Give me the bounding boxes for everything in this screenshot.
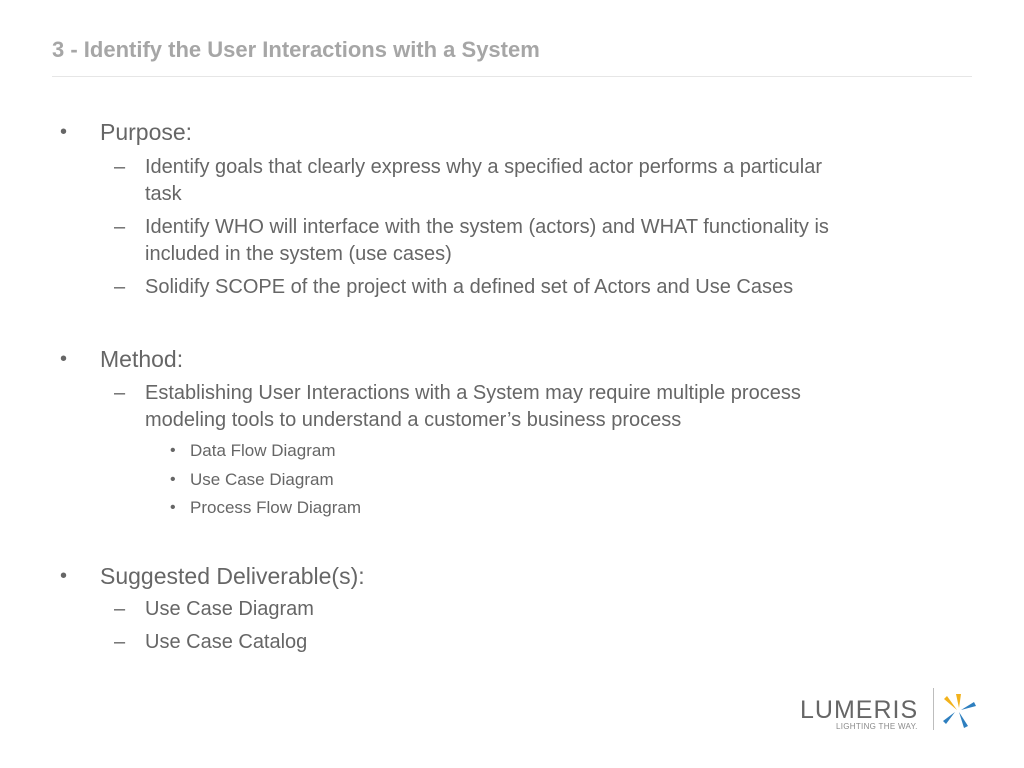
purpose-item-line: Identify WHO will interface with the system (actors) and WHAT functionality is xyxy=(145,216,829,238)
purpose-item-line: included in the system (use cases) xyxy=(145,243,452,265)
purpose-item-line: Solidify SCOPE of the project with a defined set of Actors and Use Cases xyxy=(145,276,794,298)
purpose-item-line: Identify goals that clearly express why a specified actor performs a particular xyxy=(145,156,822,178)
logo-tagline: LIGHTING THE WAY. xyxy=(836,722,918,731)
bullet-icon: • xyxy=(170,442,176,459)
dash-icon: – xyxy=(114,631,126,653)
dash-icon: – xyxy=(114,276,126,298)
bullet-icon: • xyxy=(60,348,68,370)
dash-icon: – xyxy=(114,216,126,238)
deliverable-item: Use Case Catalog xyxy=(145,631,308,653)
star-mark-icon xyxy=(938,690,978,730)
method-item-line: modeling tools to understand a customer’s business process xyxy=(145,409,682,431)
method-item-line: Establishing User Interactions with a System may require multiple process xyxy=(145,382,801,404)
bullet-icon: • xyxy=(60,121,68,143)
method-subitem: Use Case Diagram xyxy=(190,470,334,489)
purpose-item xyxy=(145,214,945,268)
title-divider xyxy=(52,76,972,77)
dash-icon: – xyxy=(114,598,126,620)
section-heading-purpose: Purpose: xyxy=(100,119,193,145)
dash-icon: – xyxy=(114,156,126,178)
method-subitem: Data Flow Diagram xyxy=(190,441,336,460)
bullet-icon: • xyxy=(170,471,176,488)
bullet-icon: • xyxy=(60,565,68,587)
slide-title: 3 - Identify the User Interactions with a System xyxy=(52,37,540,62)
logo-divider xyxy=(933,688,934,730)
purpose-item-line: task xyxy=(145,183,182,205)
lumeris-logo xyxy=(800,686,980,736)
purpose-item xyxy=(145,274,945,301)
method-subitem: Process Flow Diagram xyxy=(190,498,361,517)
dash-icon: – xyxy=(114,382,126,404)
section-heading-deliverables: Suggested Deliverable(s): xyxy=(100,563,365,589)
method-item xyxy=(145,380,945,434)
deliverable-item: Use Case Diagram xyxy=(145,598,314,620)
bullet-icon: • xyxy=(170,499,176,516)
logo-wordmark: LUMERIS xyxy=(800,696,919,724)
section-heading-method: Method: xyxy=(100,346,184,372)
purpose-item xyxy=(145,154,945,208)
